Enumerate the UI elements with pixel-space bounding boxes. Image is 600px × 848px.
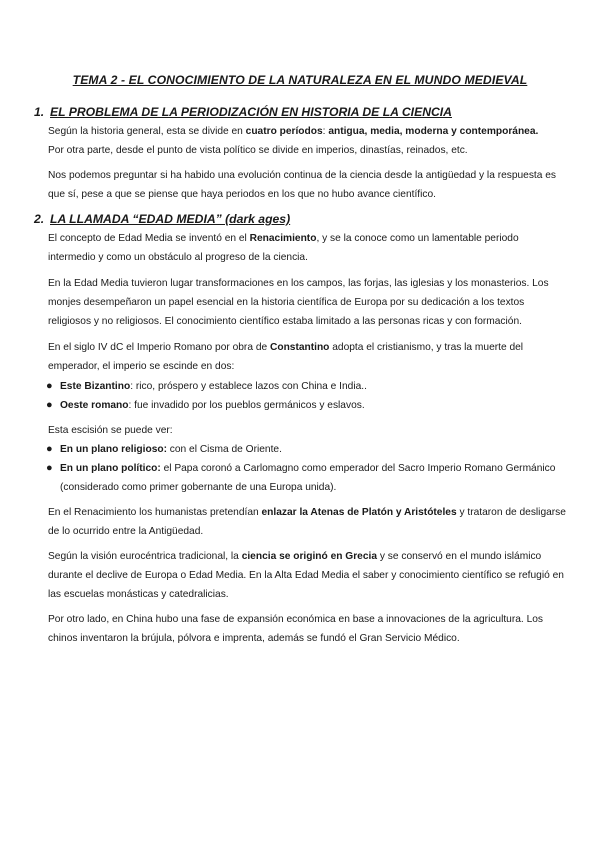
- bullet-icon: ●: [46, 443, 53, 455]
- text-run: y trataron de desligarse de lo ocurrido entre la Antigüedad.: [48, 507, 566, 537]
- text-run: : fue invadido por los pueblos germánicos y eslavos.: [128, 400, 365, 411]
- section-2-number: 2.: [34, 212, 45, 226]
- section-2-title: LA LLAMADA “EDAD MEDIA” (dark ages): [50, 212, 291, 226]
- bullet-icon: ●: [46, 399, 53, 411]
- s2-paragraph-1: [48, 229, 568, 267]
- text-run: con el Cisma de Oriente.: [166, 444, 282, 455]
- s2-paragraph-6: [48, 547, 568, 604]
- bold-run: ciencia se originó en Grecia: [241, 551, 378, 562]
- text-run: (considerado como primer gobernante de una Europa unida).: [60, 482, 337, 493]
- bold-run: cuatro períodos: [245, 126, 323, 137]
- text-run: En el siglo IV dC el Imperio Romano por obra de: [48, 342, 270, 353]
- bold-run: Oeste romano: [60, 400, 129, 411]
- bold-run: En un plano político:: [60, 463, 161, 474]
- bold-run: Constantino: [269, 342, 330, 353]
- bullet-item: [46, 377, 571, 396]
- bullet-icon: ●: [46, 462, 53, 474]
- bold-run: antigua, media, moderna y contemporánea.: [328, 126, 539, 137]
- bold-run: Renacimiento: [249, 233, 317, 244]
- text-run: adopta el cristianismo, y tras la muerte del emperador, el imperio se escinde en dos:: [48, 342, 524, 372]
- s2-paragraph-3: [48, 338, 568, 376]
- bullet-item: [46, 440, 571, 459]
- s2-paragraph-2: En la Edad Media tuvieron lugar transformaciones en los campos, las forjas, las iglesias y los monasterios. Los monjes desempeñaron un papel esencial en la historia científica de Europa por su dedicación a los textos religiosos y no religiosos. El conocimiento científico estaba limitado a las personas ricas y con formación.: [48, 278, 549, 327]
- text-run: , y se la conoce como un lamentable periodo intermedio y como un obstáculo al progreso de la ciencia.: [48, 233, 519, 263]
- text-run: el Papa coronó a Carlomagno como emperador del Sacro Imperio Romano Germánico: [160, 463, 556, 474]
- text-run: Según la historia general, esta se divide en: [48, 126, 246, 137]
- s2-paragraph-5: [48, 503, 568, 541]
- bold-run: Este Bizantino: [60, 381, 131, 392]
- text-run: y se conservó en el mundo islámico durante el declive de Europa o Edad Media. En la Alta Edad Media el saber y conocimiento científico se refugió en las escuelas monásticas y catedralicias.: [48, 551, 564, 600]
- s2-paragraph-7: Por otro lado, en China hubo una fase de expansión económica en base a innovaciones de la agricultura. Los chinos inventaron la brújula, pólvora e imprenta, además se fundó el Gran Servicio Médico.: [48, 614, 543, 644]
- text-run: Por otra parte, desde el punto de vista político se divide en imperios, dinastías, reinados, etc.: [48, 145, 468, 156]
- bullet-icon: ●: [46, 380, 53, 392]
- text-run: En el Renacimiento los humanistas pretendían: [48, 507, 262, 518]
- document-title: TEMA 2 - EL CONOCIMIENTO DE LA NATURALEZA EN EL MUNDO MEDIEVAL: [72, 73, 528, 87]
- bullet-item: [46, 396, 571, 415]
- text-run: : rico, próspero y establece lazos con China e India..: [130, 381, 367, 392]
- text-run: El concepto de Edad Media se inventó en el: [48, 233, 250, 244]
- section-1-number: 1.: [34, 105, 45, 119]
- s1-paragraph-2: Nos podemos preguntar si ha habido una evolución continua de la ciencia desde la antigüedad y la respuesta es que sí, pese a que se piense que haya periodos en los que no hubo avance científico.: [48, 170, 557, 200]
- s2-paragraph-4: Esta escisión se puede ver:: [48, 425, 173, 436]
- section-1-heading: [34, 105, 452, 119]
- text-run: Según la visión eurocéntrica tradicional, la: [48, 551, 242, 562]
- text-run: :: [322, 126, 329, 137]
- s1-paragraph-1: [48, 122, 568, 160]
- bullet-item: [46, 459, 571, 497]
- section-2-heading: [34, 212, 290, 226]
- section-1-title: EL PROBLEMA DE LA PERIODIZACIÓN EN HISTORIA DE LA CIENCIA: [50, 105, 452, 119]
- bold-run: enlazar la Atenas de Platón y Aristóteles: [261, 507, 457, 518]
- bold-run: En un plano religioso:: [60, 444, 167, 455]
